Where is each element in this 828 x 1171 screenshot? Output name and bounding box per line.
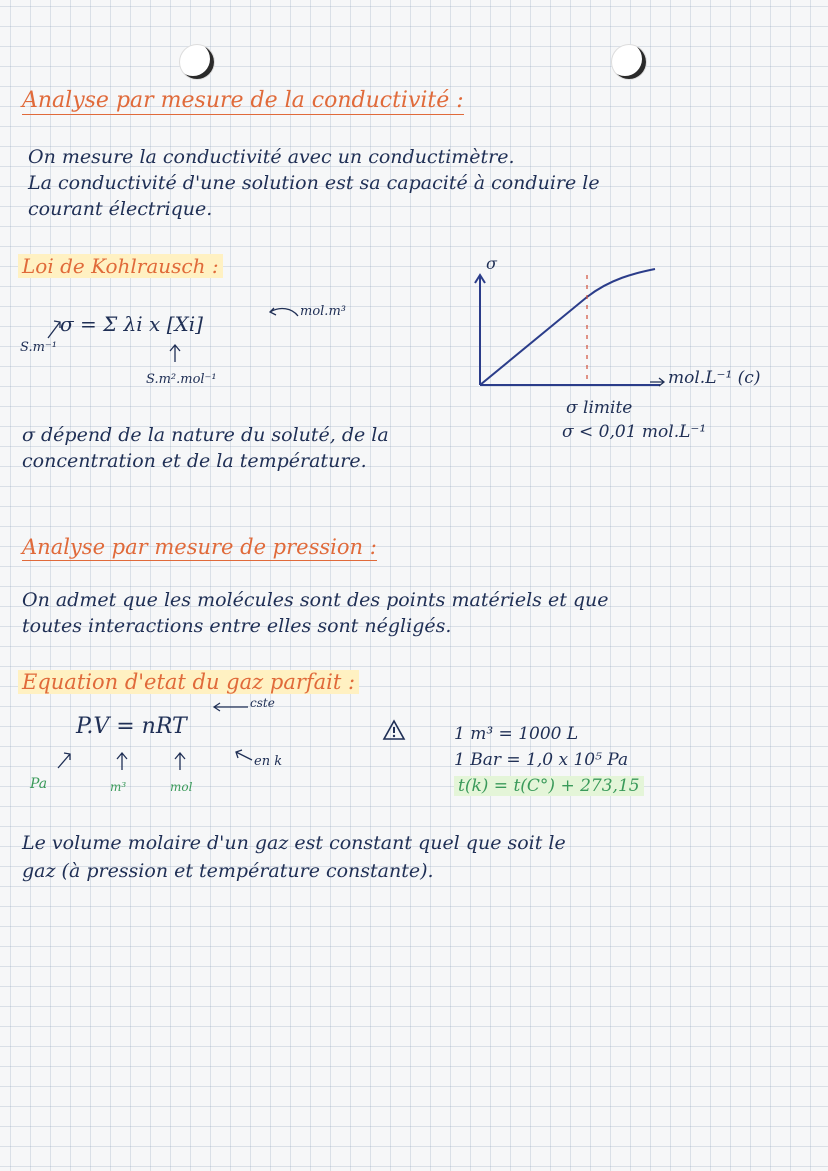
molar-volume-line-1: Le volume molaire d'un gaz est constant quel que soit le — [22, 832, 566, 854]
depends-line-1: σ dépend de la nature du soluté, de la — [22, 424, 389, 446]
pressure-line-1: On admet que les molécules sont des points matériels et que — [22, 589, 609, 611]
conductivity-line-2: La conductivité d'une solution est sa capacité à conduire le — [28, 172, 600, 194]
conductivity-heading: Analyse par mesure de la conductivité : — [22, 88, 464, 113]
cste-label: cste — [250, 696, 275, 710]
pa-unit: Pa — [30, 776, 48, 792]
kohlrausch-title: Loi de Kohlrausch : — [18, 254, 223, 278]
mol-unit: mol — [170, 780, 193, 794]
conductivity-line-1: On mesure la conductivité avec un conductimètre. — [28, 146, 515, 168]
graph-x-label: mol.L⁻¹ (c) — [668, 368, 761, 388]
binder-hole-right — [612, 45, 646, 79]
lambda-unit: S.m².mol⁻¹ — [146, 372, 217, 387]
kohlrausch-formula: σ = Σ λi x [Xi] — [60, 312, 203, 336]
equation-arrows — [0, 0, 320, 800]
graph-limit-condition: σ < 0,01 mol.L⁻¹ — [562, 422, 707, 442]
graph-limit-label: σ limite — [566, 398, 633, 418]
graph-x-arrow — [650, 376, 670, 388]
equation-title: Equation d'etat du gaz parfait : — [18, 670, 359, 694]
pressure-line-2: toutes interactions entre elles sont négligés. — [22, 615, 452, 637]
molar-volume-line-2: gaz (à pression et température constante). — [22, 860, 434, 882]
conductivity-graph — [470, 255, 670, 395]
graph-y-label: σ — [486, 254, 497, 273]
ideal-gas-equation: P.V = nRT — [76, 714, 187, 739]
sigma-unit: S.m⁻¹ — [20, 340, 57, 355]
depends-line-2: concentration et de la température. — [22, 450, 367, 472]
conversion-2: 1 Bar = 1,0 x 10⁵ Pa — [454, 750, 629, 770]
m3-unit: m³ — [110, 780, 127, 794]
conversion-3: t(k) = t(C°) + 273,15 — [454, 776, 644, 796]
en-k-label: en k — [254, 754, 283, 769]
pressure-heading: Analyse par mesure de pression : — [22, 535, 377, 559]
conversion-1: 1 m³ = 1000 L — [454, 724, 579, 744]
conductivity-line-3: courant électrique. — [28, 198, 213, 220]
formula-unit-top: mol.m³ — [300, 304, 346, 319]
warning-triangle-icon — [382, 719, 406, 741]
